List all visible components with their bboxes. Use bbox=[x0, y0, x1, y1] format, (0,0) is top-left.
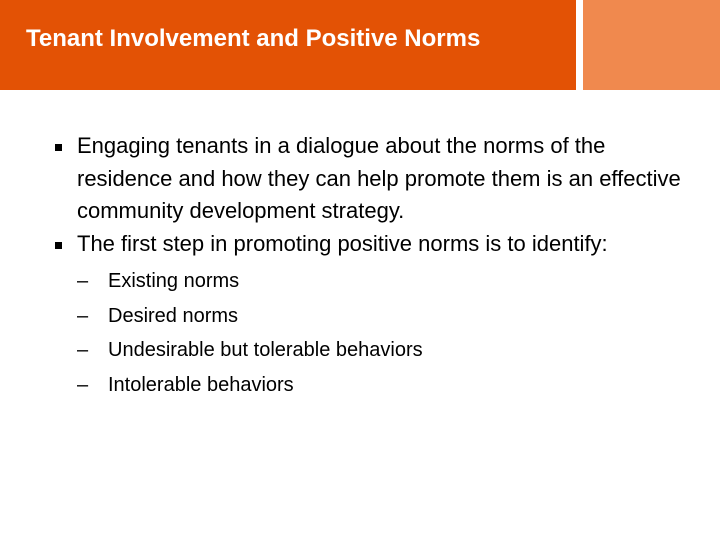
sub-bullet-text: Intolerable behaviors bbox=[108, 373, 294, 396]
dash-bullet-icon: – bbox=[77, 373, 89, 396]
sub-bullet-item bbox=[77, 368, 690, 403]
bullet-list bbox=[50, 130, 690, 402]
sub-bullet-item bbox=[77, 333, 690, 368]
slide-title: Tenant Involvement and Positive Norms bbox=[26, 25, 481, 52]
square-bullet-icon bbox=[55, 144, 62, 151]
square-bullet-icon bbox=[55, 242, 62, 249]
sub-bullet-text: Undesirable but tolerable behaviors bbox=[108, 339, 423, 361]
dash-bullet-icon: – bbox=[77, 304, 89, 327]
bullet-text: The first step in promoting positive norms is to identify: bbox=[77, 230, 608, 256]
dash-bullet-icon: – bbox=[77, 339, 89, 361]
sub-bullet-item bbox=[77, 264, 690, 299]
bullet-item bbox=[50, 130, 690, 228]
sub-bullet-text: Existing norms bbox=[108, 270, 240, 292]
bullet-text: Engaging tenants in a dialogue about the norms of the residence and how they can help promote them is an effective community development strategy. bbox=[77, 133, 681, 223]
title-bar bbox=[0, 0, 576, 90]
sub-bullet-list bbox=[77, 264, 690, 402]
title-accent-block bbox=[583, 0, 720, 90]
bullet-item bbox=[50, 228, 690, 403]
sub-bullet-item bbox=[77, 299, 690, 334]
sub-bullet-text: Desired norms bbox=[108, 304, 239, 327]
dash-bullet-icon: – bbox=[77, 270, 89, 292]
